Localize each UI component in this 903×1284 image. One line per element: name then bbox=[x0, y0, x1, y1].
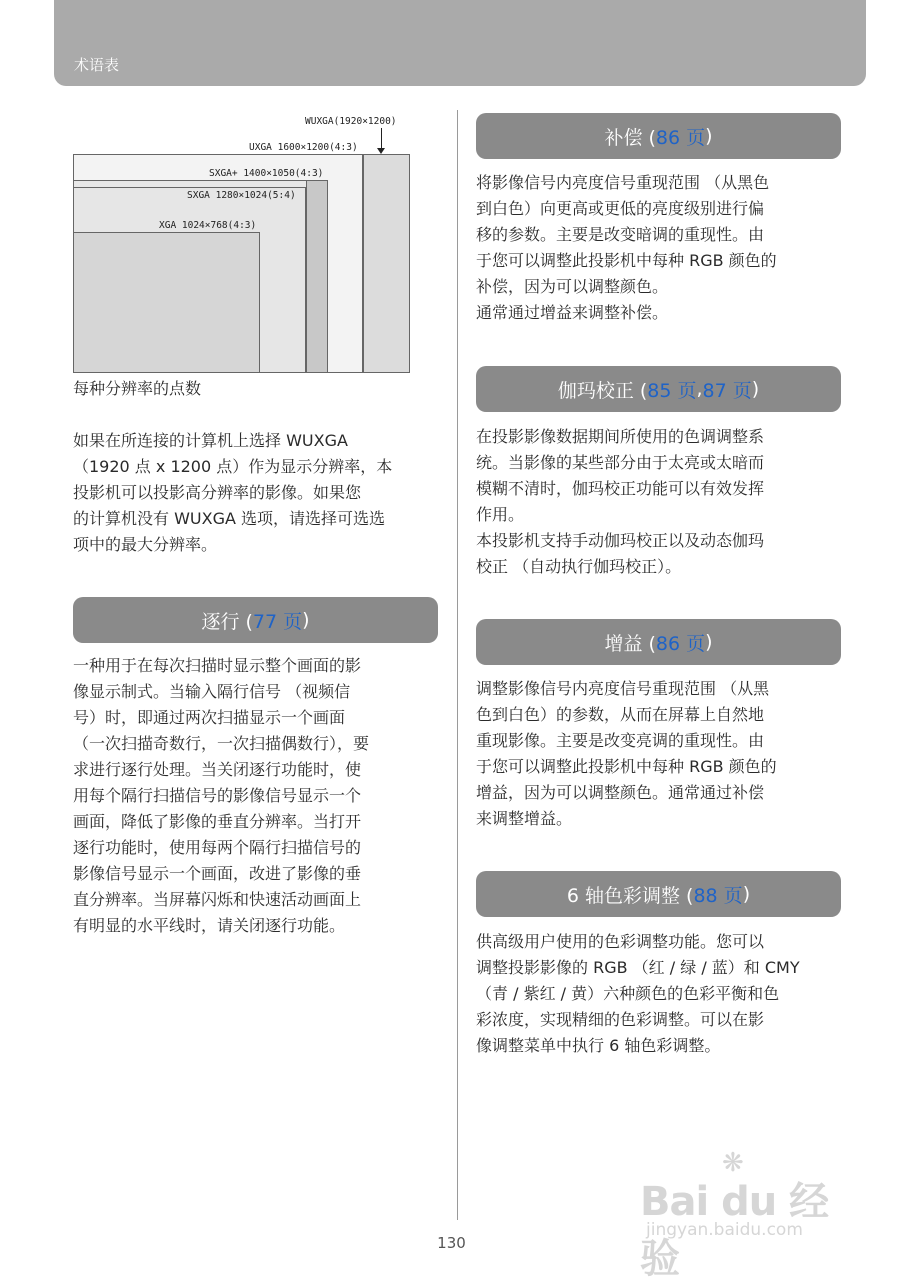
section-header-progressive: 逐行 ( 77 页 ) bbox=[73, 597, 438, 643]
page-link-87[interactable]: 87 页 bbox=[702, 379, 752, 402]
sxga-plus-strip bbox=[306, 180, 328, 373]
column-divider bbox=[457, 110, 458, 1220]
section-header-six-axis: 6 轴色彩调整 ( 88 页 ) bbox=[476, 871, 841, 917]
page-number: 130 bbox=[437, 1234, 466, 1252]
page-link-86[interactable]: 86 页 bbox=[655, 126, 706, 149]
xga-label: XGA 1024×768(4:3) bbox=[159, 220, 257, 231]
wuxga-strip bbox=[363, 154, 410, 373]
six-axis-paragraph: 供高级用户使用的色彩调整功能。您可以 调整投影影像的 RGB （红 / 绿 / 蓝）和 CMY （青 / 紫红 / 黄）六种颜色的色彩平衡和色 彩浓度，实现精细的色彩调整。可以在影 像调整菜单中执行 6 轴色彩调整。 bbox=[476, 932, 800, 1055]
section-header-compensation: 补偿 ( 86 页 ) bbox=[476, 113, 841, 159]
wuxga-label: WUXGA(1920×1200) bbox=[305, 116, 397, 127]
section-header-gamma: 伽玛校正 ( 85 页 , 87 页 ) bbox=[476, 366, 841, 412]
progressive-paragraph: 一种用于在每次扫描时显示整个画面的影 像显示制式。当输入隔行信号 （视频信 号）时，即通过两次扫描显示一个画面 （一次扫描奇数行，一次扫描偶数行），要 求进行逐行处理。当关闭逐行功能时，使 用每个隔行扫描信号的影像信号显示一个 画面，降低了影像的垂直分辨率。当打开 逐行功能时，使用每两个隔行扫描信号的 影像信号显示一个画面，改进了影像的垂 直分辨率。当屏幕闪烁和快速活动画面上 有明显的水平线时，请关闭逐行功能。 bbox=[73, 656, 370, 935]
uxga-label: UXGA 1600×1200(4:3) bbox=[249, 142, 358, 153]
section-header-gain: 增益 ( 86 页 ) bbox=[476, 619, 841, 665]
paw-icon: ❋ bbox=[722, 1148, 744, 1178]
sxga-plus-label: SXGA+ 1400×1050(4:3) bbox=[209, 168, 324, 179]
compensation-paragraph: 将影像信号内亮度信号重现范围 （从黑色 到白色）向更高或更低的亮度级别进行偏 移的参数。主要是改变暗调的重现性。由 于您可以调整此投影机中每种 RGB 颜色的 补偿，因为可以调整颜色。 通常通过增益来调整补偿。 bbox=[476, 173, 777, 322]
page-link-86-gain[interactable]: 86 页 bbox=[655, 632, 706, 655]
gamma-paragraph: 在投影影像数据期间所使用的色调调整系 统。当影像的某些部分由于太亮或太暗而 模糊不清时，伽玛校正功能可以有效发挥 作用。 本投影机支持手动伽玛校正以及动态伽玛 校正 （自动执行伽玛校正）。 bbox=[476, 427, 765, 576]
baidu-watermark bbox=[640, 1148, 860, 1282]
section-title: 术语表 bbox=[74, 56, 120, 74]
page-link-77[interactable]: 77 页 bbox=[252, 610, 303, 633]
watermark-logo: Bai du 经验 bbox=[640, 1179, 829, 1282]
wuxga-arrowhead bbox=[377, 148, 385, 154]
watermark-url: jingyan.baidu.com bbox=[646, 1220, 803, 1240]
intro-paragraph: 如果在所连接的计算机上选择 WUXGA （1920 点 x 1200 点）作为显示分辨率，本 投影机可以投影高分辨率的影像。如果您 的计算机没有 WUXGA 选项，请选择可选选 项中的最大分辨率。 bbox=[73, 431, 393, 554]
page-link-88[interactable]: 88 页 bbox=[693, 884, 743, 907]
xga-area bbox=[73, 232, 260, 373]
diagram-caption: 每种分辨率的点数 bbox=[73, 379, 202, 398]
page-link-85[interactable]: 85 页 bbox=[647, 379, 697, 402]
header-bar bbox=[54, 0, 866, 86]
gain-paragraph: 调整影像信号内亮度信号重现范围 （从黑 色到白色）的参数，从而在屏幕上自然地 重现影像。主要是改变亮调的重现性。由 于您可以调整此投影机中每种 RGB 颜色的 增益，因为可以调整颜色。通常通过补偿 来调整增益。 bbox=[476, 679, 777, 828]
resolution-diagram bbox=[73, 114, 413, 374]
sxga-label: SXGA 1280×1024(5:4) bbox=[187, 190, 296, 201]
